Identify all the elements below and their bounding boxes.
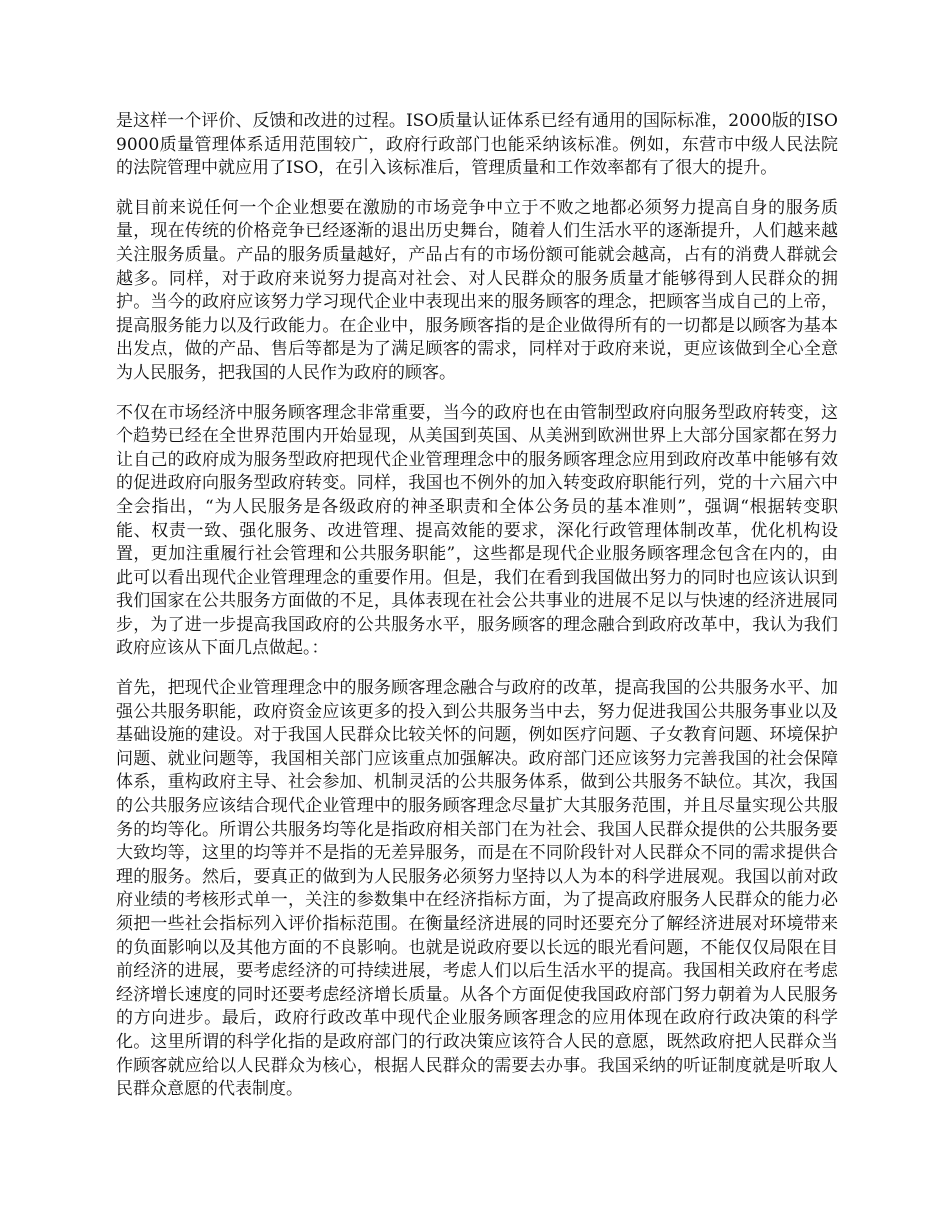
paragraph-1: 是这样一个评价、反馈和改进的过程。ISO质量认证体系已经有通用的国际标准，2000版的ISO9000质量管理体系适用范围较广，政府行政部门也能采纳该标准。例如，东营市中级人民法院的法院管理中就应用了ISO，在引入该标准后，管理质量和工作效率都有了很大的提升。	[116, 111, 838, 179]
paragraph-2: 就目前来说任何一个企业想要在激励的市场竞争中立于不败之地都必须努力提高自身的服务质量，现在传统的价格竞争已经逐渐的退出历史舞台，随着人们生活水平的逐渐提升，人们越来越关注服务质量。产品的服务质量越好，产品占有的市场份额可能就会越高，占有的消费人群就会越多。同样，对于政府来说努力提高对社会、对人民群众的服务质量才能够得到人民群众的拥护。当今的政府应该努力学习现代企业中表现出来的服务顾客的理念，把顾客当成自己的上帝，提高服务能力以及行政能力。在企业中，服务顾客指的是企业做得所有的一切都是以顾客为基本出发点，做的产品、售后等都是为了满足顾客的需求，同样对于政府来说，更应该做到全心全意为人民服务，把我国的人民作为政府的顾客。	[116, 197, 838, 383]
document-body	[116, 110, 838, 1118]
paragraph-3: 不仅在市场经济中服务顾客理念非常重要，当今的政府也在由管制型政府向服务型政府转变，这个趋势已经在全世界范围内开始显现，从美国到英国、从美洲到欧洲世界上大部分国家都在努力让自己的政府成为服务型政府把现代企业管理理念中的服务顾客理念应用到政府改革中能够有效的促进政府向服务型政府转变。同样，我国也不例外的加入转变政府职能行列，党的十六届六中全会指出，“为人民服务是各级政府的神圣职责和全体公务员的基本准则”，强调“根据转变职能、权责一致、强化服务、改进管理、提高效能的要求，深化行政管理体制改革，优化机构设置，更加注重履行社会管理和公共服务职能”，这些都是现代企业服务顾客理念包含在内的，由此可以看出现代企业管理理念的重要作用。但是，我们在看到我国做出努力的同时也应该认识到我们国家在公共服务方面做的不足，具体表现在社会公共事业的进展不足以与快速的经济进展同步，为了进一步提高我国政府的公共服务水平，服务顾客的理念融合到政府改革中，我认为我们政府应该从下面几点做起。：	[116, 402, 838, 659]
paragraph-4: 首先，把现代企业管理理念中的服务顾客理念融合与政府的改革，提高我国的公共服务水平、加强公共服务职能，政府资金应该更多的投入到公共服务当中去，努力促进我国公共服务事业以及基础设施的建设。对于我国人民群众比较关怀的问题，例如医疗问题、子女教育问题、环境保护问题、就业问题等，我国相关部门应该重点加强解决。政府部门还应该努力完善我国的社会保障体系，重构政府主导、社会参加、机制灵活的公共服务体系，做到公共服务不缺位。其次，我国的公共服务应该结合现代企业管理中的服务顾客理念尽量扩大其服务范围，并且尽量实现公共服务的均等化。所谓公共服务均等化是指政府相关部门在为社会、我国人民群众提供的公共服务要大致均等，这里的均等并不是指的无差异服务，而是在不同阶段针对人民群众不同的需求提供合理的服务。然后，要真正的做到为人民服务必须努力坚持以人为本的科学进展观。我国以前对政府业绩的考核形式单一，关注的参数集中在经济指标方面，为了提高政府服务人民群众的能力必须把一些社会指标列入评价指标范围。在衡量经济进展的同时还要充分了解经济进展对环境带来的负面影响以及其他方面的不良影响。也就是说政府要以长远的眼光看问题，不能仅仅局限在目前经济的进展，要考虑经济的可持续进展，考虑人们以后生活水平的提高。我国相关政府在考虑经济增长速度的同时还要考虑经济增长质量。从各个方面促使我国政府部门努力朝着为人民服务的方向进步。最后，政府行政改革中现代企业服务顾客理念的应用体现在政府行政决策的科学化。这里所谓的科学化指的是政府部门的行政决策应该符合人民的意愿，既然政府把人民群众当作顾客就应给以人民群众为核心，根据人民群众的需要去办事。我国采纳的听证制度就是听取人民群众意愿的代表制度。	[116, 678, 838, 1100]
